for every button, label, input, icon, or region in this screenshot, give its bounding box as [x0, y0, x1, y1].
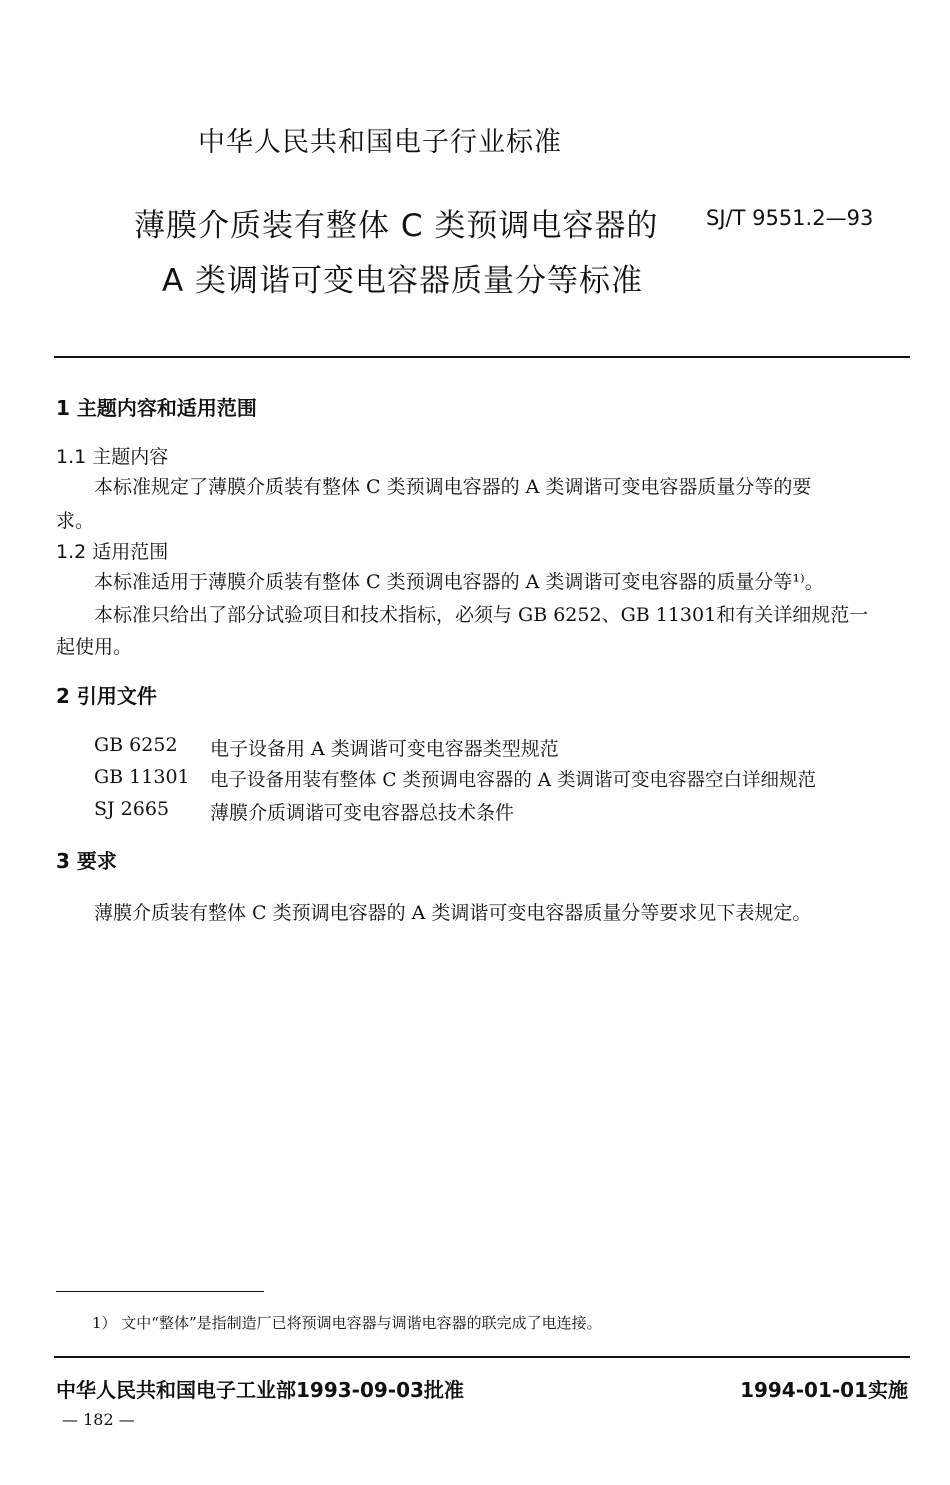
- issuer-heading: 中华人民共和国电子行业标准: [198, 127, 562, 158]
- document-title-line-1: 薄膜介质装有整体 C 类预调电容器的: [134, 208, 659, 244]
- header-divider: [54, 356, 910, 358]
- footnote-divider: [56, 1291, 264, 1292]
- section-1-1-text: 本标准规定了薄膜介质装有整体 C 类预调电容器的 A 类调谐可变电容器质量分等的要: [94, 476, 812, 498]
- page-number: — 182 —: [62, 1410, 135, 1429]
- reference-title: 电子设备用装有整体 C 类预调电容器的 A 类调谐可变电容器空白详细规范: [210, 770, 817, 791]
- section-3-title: 3 要求: [56, 849, 117, 873]
- section-2-title: 2 引用文件: [56, 684, 157, 708]
- standard-number: SJ/T 9551.2—93: [706, 206, 874, 230]
- section-1-1-title: 1.1 主题内容: [56, 446, 169, 468]
- implementation-date: 1994-01-01实施: [740, 1378, 908, 1402]
- reference-code: SJ 2665: [94, 798, 170, 820]
- footer-divider: [54, 1356, 910, 1358]
- reference-code: GB 11301: [94, 766, 190, 788]
- document-title-line-2: A 类调谐可变电容器质量分等标准: [162, 263, 644, 299]
- section-1-2-title: 1.2 适用范围: [56, 541, 169, 563]
- reference-title: 电子设备用 A 类调谐可变电容器类型规范: [210, 738, 559, 760]
- footnote: 1） 文中“整体”是指制造厂已将预调电容器与调谐电容器的联完成了电连接。: [92, 1314, 602, 1332]
- approval-date: 中华人民共和国电子工业部1993-09-03批准: [56, 1378, 464, 1402]
- section-1-2-text-2: 本标准只给出了部分试验项目和技术指标，必须与 GB 6252、GB 11301和有关详细规范一: [94, 604, 869, 626]
- section-3-text: 薄膜介质装有整体 C 类预调电容器的 A 类调谐可变电容器质量分等要求见下表规定。: [94, 902, 812, 924]
- section-1-title: 1 主题内容和适用范围: [56, 396, 257, 420]
- section-1-2-text-2-cont: 起使用。: [56, 636, 133, 658]
- section-1-1-text-cont: 求。: [56, 510, 95, 532]
- reference-title: 薄膜介质调谐可变电容器总技术条件: [210, 802, 515, 824]
- reference-code: GB 6252: [94, 734, 178, 756]
- section-1-2-text-1: 本标准适用于薄膜介质装有整体 C 类预调电容器的 A 类调谐可变电容器的质量分等¹⁾。: [94, 571, 824, 593]
